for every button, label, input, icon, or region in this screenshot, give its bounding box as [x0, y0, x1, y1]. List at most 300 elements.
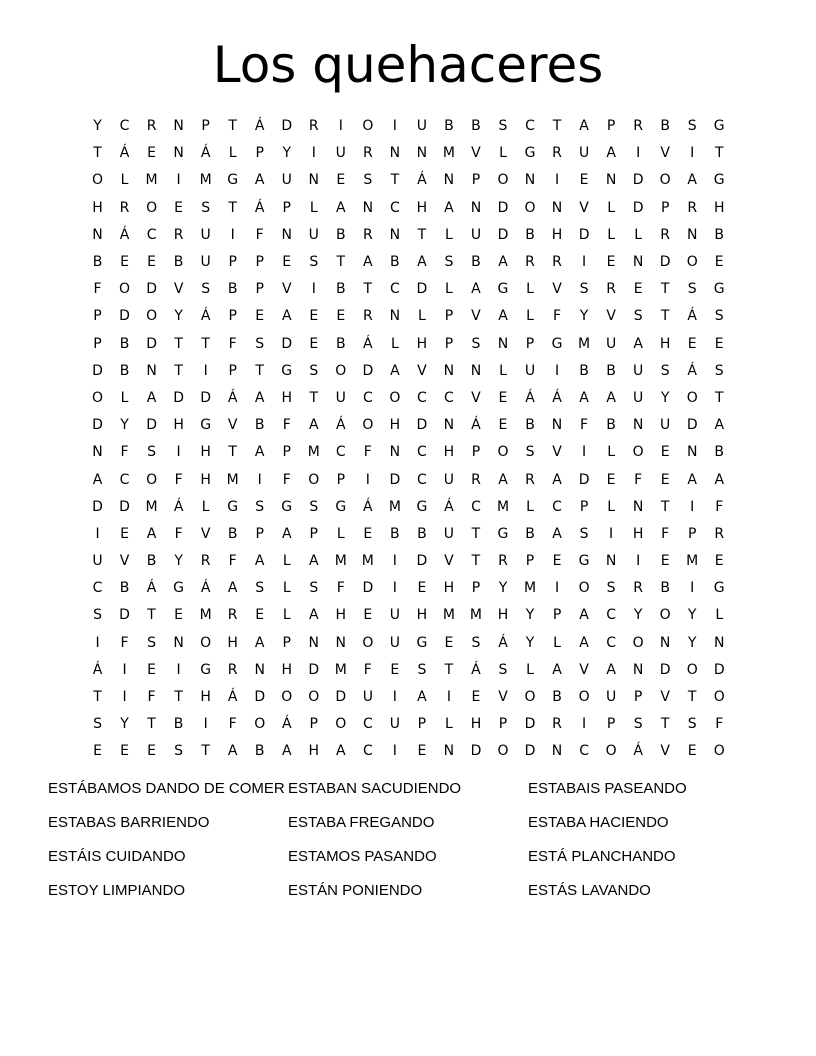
grid-cell: U — [389, 716, 400, 733]
grid-cell: N — [389, 226, 401, 243]
grid-cell: U — [281, 172, 292, 189]
grid-cell: G — [497, 525, 509, 542]
grid-cell: P — [471, 580, 481, 597]
grid-cell: I — [392, 118, 397, 135]
grid-cell: S — [579, 525, 589, 542]
grid-cell: D — [146, 281, 157, 298]
grid-cell: P — [255, 525, 264, 542]
grid-cell: P — [228, 362, 237, 379]
grid-cell: Y — [525, 607, 535, 624]
grid-cell: D — [578, 471, 590, 488]
grid-cell: G — [713, 118, 725, 135]
grid-cell: S — [417, 661, 427, 678]
grid-cell: P — [309, 525, 318, 542]
grid-cell: H — [200, 689, 211, 706]
grid-cell: D — [389, 471, 401, 488]
grid-cell: D — [281, 335, 293, 352]
grid-cell: A — [146, 525, 157, 542]
grid-cell: E — [714, 254, 724, 271]
grid-cell: A — [498, 308, 508, 325]
grid-cell: I — [176, 444, 181, 461]
grid-cell: B — [390, 254, 400, 271]
grid-cell: L — [553, 634, 561, 651]
grid-cell: G — [416, 498, 428, 515]
grid-cell: H — [659, 335, 671, 352]
grid-cell: F — [228, 716, 237, 733]
grid-cell: P — [444, 308, 454, 325]
grid-cell: N — [605, 553, 617, 570]
grid-cell: T — [660, 498, 670, 515]
grid-row — [84, 385, 733, 412]
grid-cell: D — [173, 389, 184, 406]
grid-cell: C — [606, 634, 616, 651]
grid-cell: N — [416, 145, 428, 162]
grid-cell: R — [227, 661, 238, 678]
grid-cell: D — [146, 417, 157, 434]
grid-cell: H — [308, 743, 320, 760]
grid-cell: D — [119, 498, 130, 515]
grid-cell: Y — [120, 716, 129, 733]
grid-cell: I — [365, 471, 370, 488]
word-list-item: ESTABAIS PASEANDO — [528, 780, 687, 797]
grid-cell: O — [335, 362, 347, 379]
grid-cell: H — [443, 580, 455, 597]
grid-cell: P — [201, 118, 210, 135]
grid-cell: A — [254, 172, 265, 189]
grid-cell: Á — [687, 308, 697, 325]
grid-cell: I — [392, 553, 397, 570]
grid-cell: E — [687, 335, 697, 352]
grid-cell: L — [607, 444, 616, 461]
grid-cell: B — [254, 743, 265, 760]
grid-cell: I — [582, 716, 587, 733]
word-list-item: ESTABAS BARRIENDO — [48, 814, 210, 831]
grid-cell: O — [308, 471, 320, 488]
grid-cell: V — [227, 417, 238, 434]
grid-cell: E — [120, 254, 129, 271]
grid-cell: R — [660, 226, 671, 243]
grid-cell: M — [442, 145, 455, 162]
grid-cell: M — [523, 580, 537, 597]
grid-row — [84, 657, 733, 684]
grid-cell: T — [309, 389, 319, 406]
grid-cell: O — [254, 716, 266, 733]
grid-cell: P — [579, 498, 589, 515]
grid-cell: A — [633, 335, 643, 352]
grid-cell: A — [227, 580, 238, 597]
grid-cell: N — [659, 634, 671, 651]
grid-row — [84, 113, 733, 140]
grid-cell: S — [606, 580, 616, 597]
grid-cell: P — [525, 335, 535, 352]
grid-cell: U — [362, 689, 373, 706]
grid-cell: O — [92, 389, 104, 406]
grid-cell: A — [336, 199, 346, 216]
grid-cell: P — [687, 525, 697, 542]
grid-cell: B — [227, 281, 238, 298]
grid-cell: S — [147, 444, 157, 461]
grid-cell: A — [254, 634, 265, 651]
grid-cell: F — [147, 689, 156, 706]
grid-cell: I — [203, 362, 208, 379]
grid-cell: G — [713, 580, 725, 597]
grid-cell: O — [524, 199, 536, 216]
grid-cell: L — [417, 308, 426, 325]
grid-cell: I — [257, 471, 262, 488]
grid-cell: T — [174, 362, 183, 379]
grid-cell: Y — [633, 607, 643, 624]
grid-cell: S — [714, 362, 724, 379]
grid-cell: D — [632, 199, 644, 216]
grid-cell: G — [497, 281, 509, 298]
grid-cell: P — [255, 145, 264, 162]
grid-cell: Á — [687, 362, 697, 379]
grid-cell: N — [173, 634, 184, 651]
grid-cell: O — [119, 281, 131, 298]
grid-cell: T — [714, 145, 724, 162]
grid-cell: D — [416, 417, 428, 434]
grid-cell: I — [690, 498, 695, 515]
grid-cell: A — [714, 471, 725, 488]
grid-cell: G — [524, 145, 536, 162]
grid-cell: F — [120, 634, 129, 651]
grid-cell: B — [335, 226, 346, 243]
grid-cell: I — [609, 525, 614, 542]
grid-cell: B — [714, 226, 725, 243]
grid-cell: C — [552, 498, 562, 515]
grid-cell: M — [334, 553, 347, 570]
grid-cell: T — [471, 553, 481, 570]
grid-cell: I — [203, 716, 208, 733]
grid-cell: B — [390, 525, 400, 542]
grid-cell: I — [582, 254, 587, 271]
grid-cell: S — [174, 743, 184, 760]
grid-cell: S — [255, 335, 265, 352]
grid-cell: C — [389, 199, 400, 216]
grid-cell: H — [416, 199, 428, 216]
grid-cell: N — [254, 661, 265, 678]
grid-cell: O — [92, 172, 104, 189]
grid-cell: Y — [498, 580, 508, 597]
grid-cell: P — [282, 634, 291, 651]
grid-cell: L — [309, 199, 318, 216]
grid-cell: S — [147, 634, 157, 651]
grid-cell: Á — [146, 580, 157, 597]
grid-cell: A — [417, 689, 427, 706]
grid-cell: D — [416, 281, 428, 298]
grid-cell: Á — [525, 389, 535, 406]
grid-cell: N — [632, 498, 644, 515]
grid-cell: H — [389, 417, 401, 434]
grid-cell: F — [228, 335, 237, 352]
grid-cell: A — [146, 389, 157, 406]
grid-cell: D — [92, 417, 103, 434]
grid-cell: A — [281, 743, 292, 760]
grid-cell: C — [92, 580, 103, 597]
grid-cell: I — [392, 580, 397, 597]
grid-cell: H — [416, 335, 428, 352]
grid-cell: R — [146, 118, 157, 135]
grid-cell: V — [660, 743, 670, 760]
grid-cell: O — [389, 389, 401, 406]
grid-cell: Á — [498, 634, 508, 651]
grid-cell: I — [338, 118, 343, 135]
grid-cell: S — [687, 281, 697, 298]
grid-cell: B — [471, 118, 481, 135]
grid-cell: O — [146, 471, 158, 488]
grid-cell: O — [497, 172, 509, 189]
grid-row — [84, 684, 733, 711]
grid-cell: H — [200, 471, 211, 488]
grid-cell: R — [119, 199, 130, 216]
grid-cell: G — [416, 634, 428, 651]
grid-cell: R — [227, 607, 238, 624]
grid-cell: F — [336, 580, 345, 597]
grid-cell: L — [336, 525, 345, 542]
grid-cell: Á — [200, 145, 211, 162]
grid-cell: I — [230, 226, 235, 243]
grid-row — [84, 602, 733, 629]
grid-cell: U — [389, 634, 400, 651]
grid-cell: P — [336, 471, 346, 488]
grid-cell: N — [443, 362, 455, 379]
grid-cell: C — [389, 281, 400, 298]
grid-cell: L — [120, 389, 129, 406]
grid-cell: N — [443, 172, 455, 189]
grid-cell: D — [686, 417, 698, 434]
grid-cell: N — [362, 199, 374, 216]
grid-cell: H — [335, 607, 347, 624]
grid-cell: E — [417, 743, 427, 760]
grid-cell: G — [227, 498, 239, 515]
grid-cell: E — [714, 335, 724, 352]
grid-row — [84, 412, 733, 439]
grid-cell: G — [281, 498, 293, 515]
grid-cell: E — [579, 172, 589, 189]
grid-cell: O — [524, 689, 536, 706]
grid-cell: T — [147, 716, 156, 733]
grid-cell: Y — [93, 118, 102, 135]
grid-cell: S — [471, 634, 481, 651]
grid-cell: O — [632, 634, 644, 651]
word-list-item: ESTABAN SACUDIENDO — [288, 780, 462, 797]
grid-cell: A — [579, 607, 589, 624]
grid-cell: A — [714, 417, 725, 434]
grid-cell: M — [199, 607, 212, 624]
grid-cell: E — [309, 335, 319, 352]
grid-cell: C — [417, 444, 427, 461]
grid-cell: D — [119, 308, 130, 325]
grid-cell: P — [660, 199, 670, 216]
grid-cell: V — [606, 308, 616, 325]
grid-cell: I — [122, 689, 127, 706]
grid-cell: M — [578, 335, 591, 352]
word-list-item: ESTÁN PONIENDO — [288, 882, 423, 899]
grid-cell: U — [605, 689, 617, 706]
grid-cell: E — [606, 471, 616, 488]
grid-cell: A — [390, 362, 400, 379]
grid-cell: B — [417, 525, 427, 542]
grid-cell: U — [470, 226, 482, 243]
grid-cell: E — [417, 580, 427, 597]
grid-cell: L — [445, 716, 453, 733]
grid-row — [84, 521, 733, 548]
grid-cell: G — [578, 553, 590, 570]
grid-cell: I — [311, 281, 316, 298]
grid-row — [84, 167, 733, 194]
grid-cell: Y — [120, 417, 129, 434]
grid-cell: L — [499, 145, 507, 162]
grid-cell: F — [363, 661, 372, 678]
grid-row — [84, 630, 733, 657]
grid-cell: B — [525, 417, 535, 434]
grid-cell: U — [389, 607, 400, 624]
grid-cell: S — [687, 716, 697, 733]
grid-cell: N — [92, 444, 103, 461]
grid-cell: U — [660, 417, 671, 434]
grid-cell: F — [715, 498, 724, 515]
grid-row — [84, 303, 733, 330]
grid-cell: V — [498, 689, 508, 706]
grid-cell: O — [686, 254, 698, 271]
grid-cell: D — [470, 743, 482, 760]
grid-cell: R — [362, 145, 373, 162]
grid-cell: T — [660, 308, 670, 325]
grid-cell: E — [606, 254, 616, 271]
grid-row — [84, 548, 733, 575]
grid-cell: Á — [336, 417, 346, 434]
grid-cell: A — [363, 254, 373, 271]
grid-cell: A — [687, 471, 697, 488]
grid-cell: Á — [363, 498, 373, 515]
grid-cell: R — [173, 226, 184, 243]
grid-cell: E — [336, 172, 346, 189]
grid-cell: T — [660, 281, 670, 298]
grid-cell: O — [308, 689, 320, 706]
grid-cell: P — [552, 607, 562, 624]
grid-cell: S — [309, 362, 319, 379]
grid-row — [84, 276, 733, 303]
grid-cell: D — [281, 118, 293, 135]
grid-cell: I — [636, 553, 641, 570]
grid-cell: E — [444, 634, 454, 651]
grid-cell: Y — [174, 308, 183, 325]
grid-cell: O — [146, 199, 158, 216]
grid-cell: A — [254, 444, 265, 461]
grid-cell: Á — [227, 689, 238, 706]
grid-cell: U — [92, 553, 103, 570]
grid-cell: A — [552, 525, 562, 542]
grid-cell: Á — [254, 118, 265, 135]
grid-cell: D — [119, 607, 130, 624]
grid-cell: T — [687, 689, 697, 706]
grid-cell: P — [282, 199, 291, 216]
grid-cell: G — [173, 580, 185, 597]
grid-cell: O — [713, 743, 725, 760]
grid-cell: P — [525, 553, 535, 570]
grid-cell: V — [471, 308, 481, 325]
grid-cell: L — [201, 498, 210, 515]
grid-cell: N — [92, 226, 103, 243]
grid-cell: S — [93, 607, 102, 624]
word-list — [48, 776, 768, 912]
grid-cell: V — [417, 362, 427, 379]
grid-cell: O — [200, 634, 212, 651]
grid-cell: H — [551, 226, 563, 243]
grid-cell: P — [606, 716, 616, 733]
grid-cell: V — [660, 145, 670, 162]
grid-cell: I — [554, 172, 560, 189]
grid-cell: H — [713, 199, 725, 216]
grid-cell: L — [607, 498, 616, 515]
grid-cell: R — [552, 254, 562, 271]
grid-cell: E — [147, 254, 156, 271]
grid-cell: O — [659, 172, 671, 189]
grid-cell: S — [201, 199, 211, 216]
grid-cell: O — [605, 743, 617, 760]
grid-cell: D — [659, 254, 671, 271]
grid-cell: G — [200, 417, 212, 434]
grid-cell: G — [713, 281, 725, 298]
grid-cell: D — [92, 362, 103, 379]
grid-cell: E — [498, 389, 508, 406]
grid-cell: H — [173, 417, 184, 434]
grid-cell: D — [524, 716, 536, 733]
grid-cell: T — [93, 145, 102, 162]
grid-cell: E — [714, 553, 724, 570]
grid-cell: H — [200, 444, 211, 461]
grid-cell: F — [255, 226, 264, 243]
grid-cell: N — [524, 172, 536, 189]
grid-cell: R — [525, 254, 535, 271]
grid-cell: U — [578, 145, 590, 162]
grid-cell: A — [606, 145, 616, 162]
grid-cell: A — [254, 553, 265, 570]
grid-cell: N — [389, 444, 401, 461]
grid-cell: E — [498, 417, 508, 434]
grid-cell: I — [690, 580, 695, 597]
grid-cell: Y — [579, 308, 589, 325]
grid-cell: C — [146, 226, 157, 243]
grid-cell: R — [552, 716, 562, 733]
grid-cell: V — [119, 553, 130, 570]
word-list-item: ESTÁBAMOS DANDO DE COMER — [48, 780, 285, 797]
word-list-item: ESTÁ PLANCHANDO — [528, 848, 676, 865]
grid-cell: M — [361, 553, 374, 570]
grid-cell: B — [525, 226, 535, 243]
grid-cell: S — [714, 308, 724, 325]
grid-cell: P — [606, 118, 616, 135]
grid-cell: F — [634, 471, 643, 488]
grid-cell: V — [281, 281, 292, 298]
grid-cell: L — [282, 553, 291, 570]
grid-cell: B — [146, 553, 157, 570]
grid-cell: O — [686, 389, 698, 406]
grid-cell: V — [173, 281, 184, 298]
grid-cell: A — [498, 471, 508, 488]
grid-cell: N — [443, 417, 455, 434]
grid-cell: I — [554, 580, 560, 597]
grid-cell: D — [578, 226, 590, 243]
grid-cell: G — [200, 661, 212, 678]
grid-cell: G — [227, 172, 239, 189]
grid-cell: A — [552, 471, 562, 488]
grid-cell: T — [174, 335, 183, 352]
grid-cell: F — [174, 471, 183, 488]
grid-cell: N — [443, 743, 455, 760]
grid-cell: H — [497, 607, 509, 624]
grid-cell: V — [579, 199, 589, 216]
